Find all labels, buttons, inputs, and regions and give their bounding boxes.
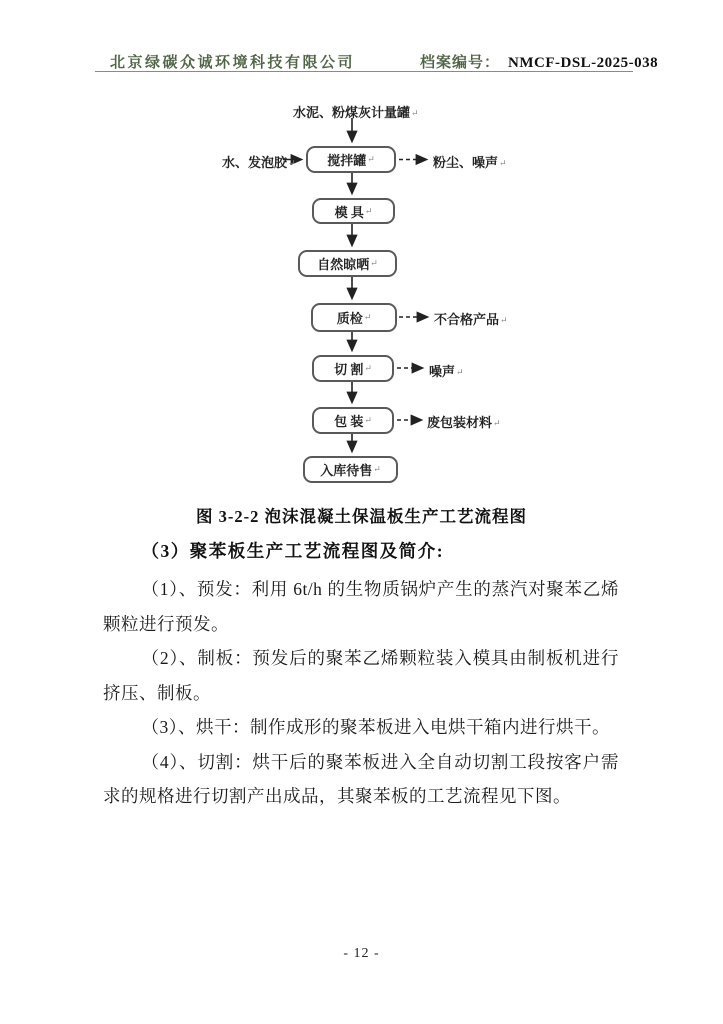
section-heading: （3）聚苯板生产工艺流程图及简介: — [141, 541, 445, 561]
flow-output-text: 粉尘、噪声 — [433, 155, 499, 170]
flow-output-dust-noise — [433, 152, 507, 171]
flow-box-packing — [312, 407, 394, 434]
flow-box-quality-check — [311, 303, 397, 332]
page-number: - 12 - — [343, 946, 380, 961]
header-company-name: 北京绿碳众诚环境科技有限公司 — [110, 55, 356, 71]
flow-output-rejects — [434, 309, 508, 328]
flow-source-label — [293, 102, 419, 121]
return-mark: ↵ — [493, 418, 501, 428]
flow-box-label: 自然晾晒 — [317, 257, 370, 272]
flow-box-natural-drying — [298, 250, 397, 277]
flow-box-cutting — [312, 355, 394, 382]
return-mark: ↵ — [288, 158, 296, 168]
figure-caption: 图 3-2-2 泡沫混凝土保温板生产工艺流程图 — [196, 507, 527, 526]
return-mark: ↵ — [364, 205, 373, 216]
flow-box-label: 切 割 — [334, 362, 364, 377]
file-number-value: NMCF-DSL-2025-038 — [508, 55, 659, 71]
flow-box-label: 质检 — [336, 311, 363, 326]
return-mark: ↵ — [456, 367, 464, 377]
flow-box-label: 搅拌罐 — [327, 153, 367, 168]
body-text — [103, 572, 619, 814]
header-divider — [95, 71, 633, 72]
flow-output-waste-packaging — [427, 412, 501, 431]
flow-box-label: 模 具 — [334, 204, 364, 220]
return-mark: ↵ — [364, 415, 372, 425]
paragraph-3: （3）、烘干：制作成形的聚苯板进入电烘干箱内进行烘干。 — [141, 717, 610, 737]
return-mark: ↵ — [411, 108, 419, 118]
return-mark: ↵ — [363, 312, 372, 322]
return-mark: ↵ — [364, 363, 372, 373]
flow-input-label — [222, 152, 296, 171]
file-number-label: 档案编号： — [420, 55, 501, 71]
paragraph-4: （4）、切割：烘干后的聚苯板进入全自动切割工段按客户需求的规格进行切割产出成品，其聚苯板的工艺流程见下图。 — [103, 751, 619, 806]
flow-output-noise — [429, 361, 464, 380]
paragraph-1: （1）、预发：利用 6t/h 的生物质锅炉产生的蒸汽对聚苯乙烯颗粒进行预发。 — [103, 579, 619, 634]
flow-source-text: 水泥、粉煤灰计量罐 — [293, 105, 411, 120]
flow-output-text: 噪声 — [429, 364, 456, 379]
flow-box-warehouse — [303, 456, 398, 483]
flow-box-label: 包 装 — [334, 414, 364, 429]
return-mark: ↵ — [370, 258, 378, 268]
return-mark: ↵ — [367, 154, 375, 164]
flow-output-text: 废包装材料 — [427, 415, 493, 430]
header-file-number — [420, 51, 658, 72]
flow-box-label: 入库待售 — [320, 463, 373, 478]
flow-box-mixing-tank — [306, 146, 396, 173]
return-mark: ↵ — [500, 315, 508, 325]
flow-input-text: 水、发泡胶 — [222, 155, 288, 170]
return-mark: ↵ — [499, 158, 507, 168]
flow-output-text: 不合格产品 — [434, 312, 500, 327]
return-mark: ↵ — [373, 464, 381, 474]
paragraph-2: （2）、制板：预发后的聚苯乙烯颗粒装入模具由制板机进行挤压、制板。 — [103, 648, 619, 703]
flow-box-mold — [312, 198, 395, 224]
